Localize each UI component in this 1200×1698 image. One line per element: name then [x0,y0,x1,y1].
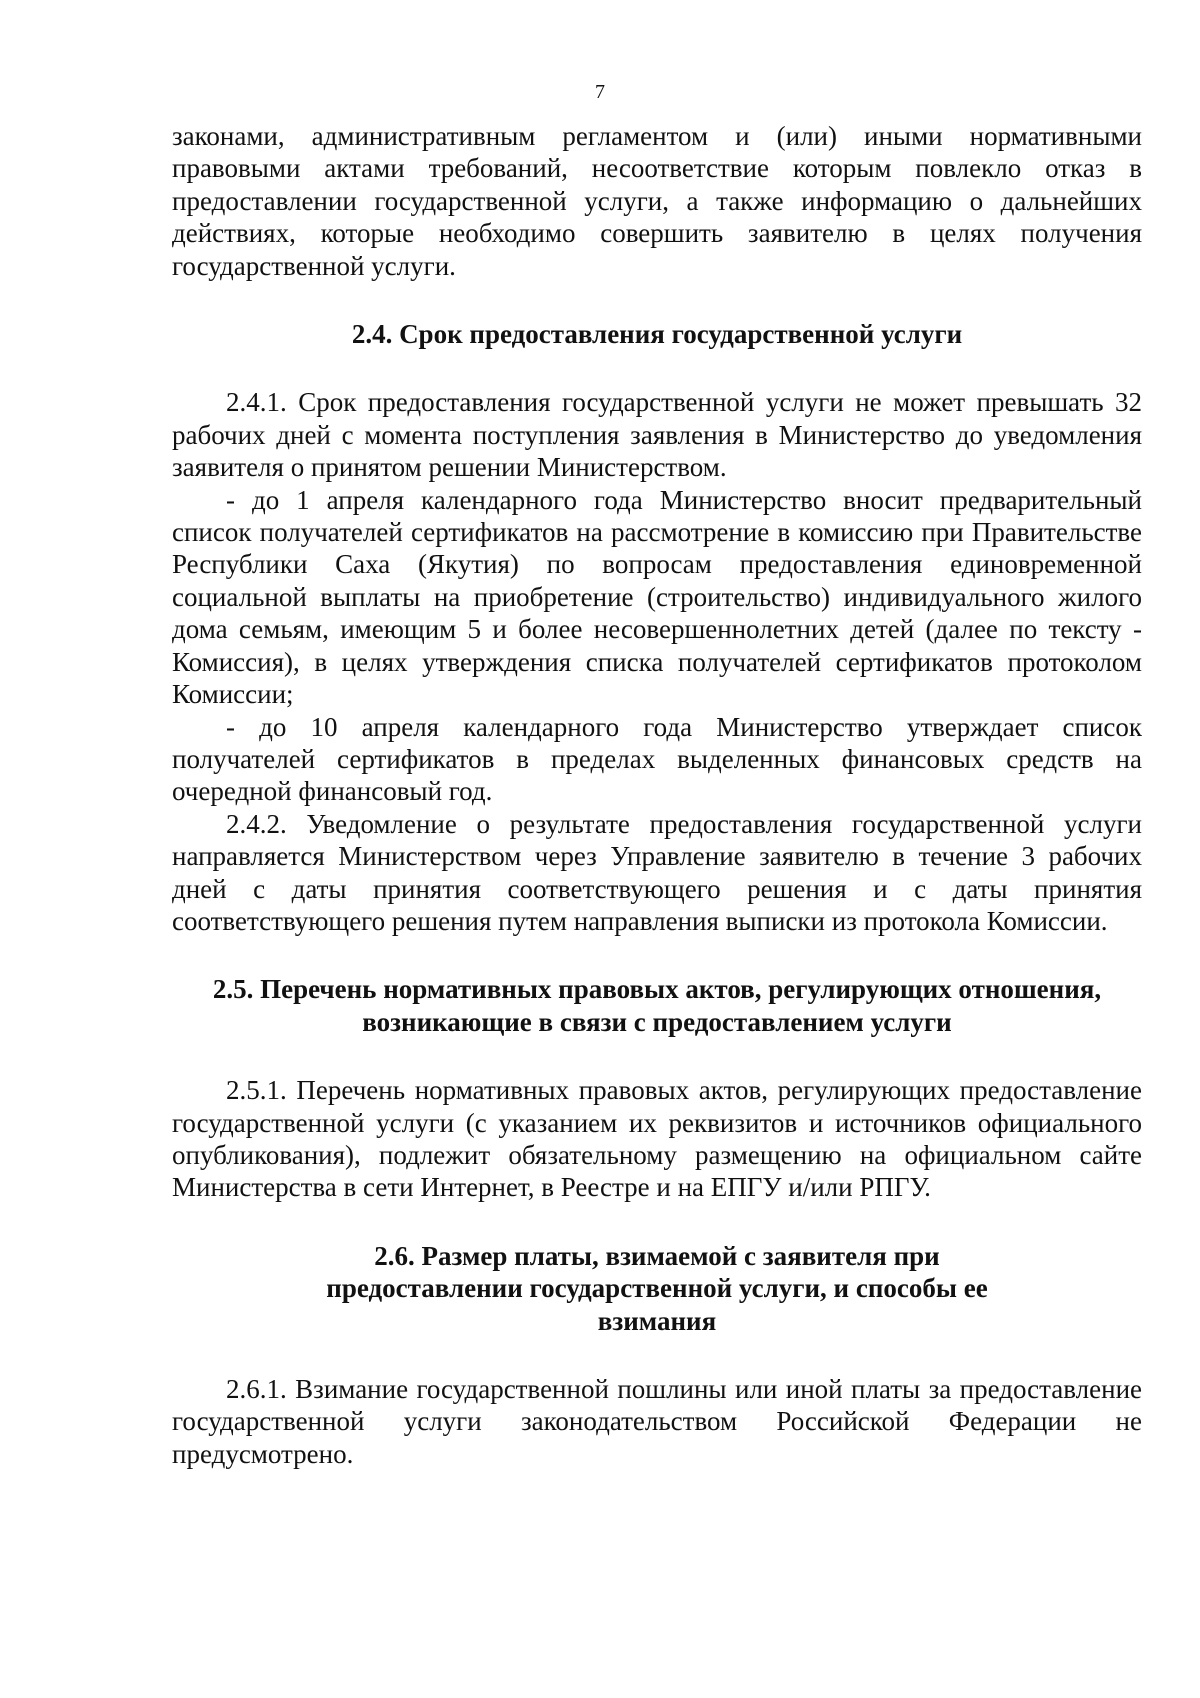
paragraph-2-6-1: 2.6.1. Взимание государственной пошлины или иной платы за предоставление государственной услуги законодательством Российской Федерации не предусмотрено. [172,1374,1142,1469]
list-item-april-10: - до 10 апреля календарного года Министерство утверждает список получателей сертификатов в пределах выделенных финансовых средств на очередной финансовый год. [172,711,1142,807]
paragraph-2-5-1: 2.5.1. Перечень нормативных правовых актов, регулирующих предоставление государственной услуги (с указанием их реквизитов и источников официального опубликования), подлежит обязательному размещению на официальном сайте Министерства в сети Интернет, в Реестре и на ЕПГУ и/или РПГУ. [172,1075,1142,1203]
section-heading-2-4: 2.4. Срок предоставления государственной услуги [351,319,963,350]
document-body [172,120,1142,1470]
paragraph-continuation: законами, административным регламентом и (или) иными нормативными правовыми актами требований, несоответствие которым повлекло отказ в предоставлении государственной услуги, а также информацию о дальнейших действиях, которые необходимо совершить заявителю в целях получения государственной услуги. [172,121,1142,281]
section-heading-2-6: 2.6. Размер платы, взимаемой с заявителя при предоставлении государственной услуги, и способы ее взимания [326,1240,988,1336]
section-heading-2-5: 2.5. Перечень нормативных правовых актов, регулирующих отношения, возникающие в связи с предоставлением услуги [212,974,1102,1037]
paragraph-2-4-1: 2.4.1. Срок предоставления государственной услуги не может превышать 32 рабочих дней с момента поступления заявления в Министерство до уведомления заявителя о принятом решении Министерством. [172,387,1142,483]
paragraph-2-4-2: 2.4.2. Уведомление о результате предоставления государственной услуги направляется Министерством через Управление заявителю в течение 3 рабочих дней с даты принятия соответствующего решения и с даты принятия соответствующего решения путем направления выписки из протокола Комиссии. [172,808,1142,936]
page-number: 7 [595,81,605,103]
list-item-april-1: - до 1 апреля календарного года Министерство вносит предварительный список получателей сертификатов на рассмотрение в комиссию при Правительстве Республики Саха (Якутия) по вопросам предоставления единовременной социальной выплаты на приобретение (строительство) индивидуального жилого дома семьям, имеющим 5 и более несовершеннолетних детей (далее по тексту - Комиссия), в целях утверждения списка получателей сертификатов протоколом Комиссии; [172,484,1142,710]
